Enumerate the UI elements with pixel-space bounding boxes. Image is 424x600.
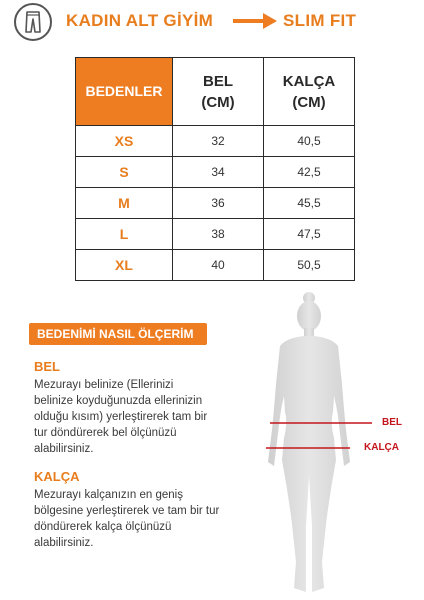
waist-line: tur döndürerek bel ölçünüzü	[34, 427, 177, 439]
category-title: KADIN ALT GİYİM	[66, 11, 214, 30]
table-row	[76, 188, 355, 219]
hip-cell: 50,5	[264, 250, 355, 281]
hip-cell: 42,5	[264, 157, 355, 188]
header-hip-label: KALÇA	[282, 72, 336, 90]
size-cell: L	[76, 219, 173, 250]
waist-cell: 38	[173, 219, 264, 250]
table-header-row	[76, 58, 355, 126]
waist-cell: 40	[173, 250, 264, 281]
header-waist-unit: (CM)	[201, 93, 235, 111]
waist-cell: 32	[173, 126, 264, 157]
hip-cell: 45,5	[264, 188, 355, 219]
howto-banner: BEDENİMİ NASIL ÖLÇERİM	[29, 323, 207, 345]
waist-cell: 34	[173, 157, 264, 188]
hip-line: alabilirsiniz.	[34, 537, 94, 549]
waist-title: BEL	[34, 359, 60, 374]
table-row	[76, 157, 355, 188]
hip-cell: 47,5	[264, 219, 355, 250]
waist-line: belinize koyduğunuzda ellerinizin	[34, 395, 203, 407]
size-cell: XL	[76, 250, 173, 281]
hip-label: KALÇA	[364, 442, 399, 453]
size-table	[75, 57, 355, 281]
size-cell: XS	[76, 126, 173, 157]
hip-line: Mezurayı kalçanızın en geniş	[34, 489, 183, 501]
header-waist-label: BEL	[203, 72, 233, 90]
waist-line: Mezurayı belinize (Ellerinizi	[34, 379, 174, 391]
hip-instructions	[34, 487, 246, 551]
header-hip-unit: (CM)	[292, 93, 326, 111]
arrow-right-icon	[231, 10, 279, 32]
table-row	[76, 250, 355, 281]
header-waist	[173, 58, 264, 126]
table-row	[76, 219, 355, 250]
size-cell: M	[76, 188, 173, 219]
waist-instructions	[34, 377, 246, 457]
pants-icon	[14, 3, 52, 41]
size-cell: S	[76, 157, 173, 188]
waist-cell: 36	[173, 188, 264, 219]
waist-line: alabilirsiniz.	[34, 443, 94, 455]
hip-cell: 40,5	[264, 126, 355, 157]
waist-line: olduğu kısım) yerleştirerek tam bir	[34, 411, 208, 423]
fit-type: SLIM FIT	[283, 11, 357, 30]
header-sizes: BEDENLER	[76, 58, 173, 126]
hip-title: KALÇA	[34, 469, 80, 484]
hip-line: bölgesine yerleştirerek ve tam bir tur	[34, 505, 220, 517]
hip-line: döndürerek kalça ölçünüzü	[34, 521, 172, 533]
table-row	[76, 126, 355, 157]
header-hip	[264, 58, 355, 126]
waist-label: BEL	[382, 417, 402, 428]
